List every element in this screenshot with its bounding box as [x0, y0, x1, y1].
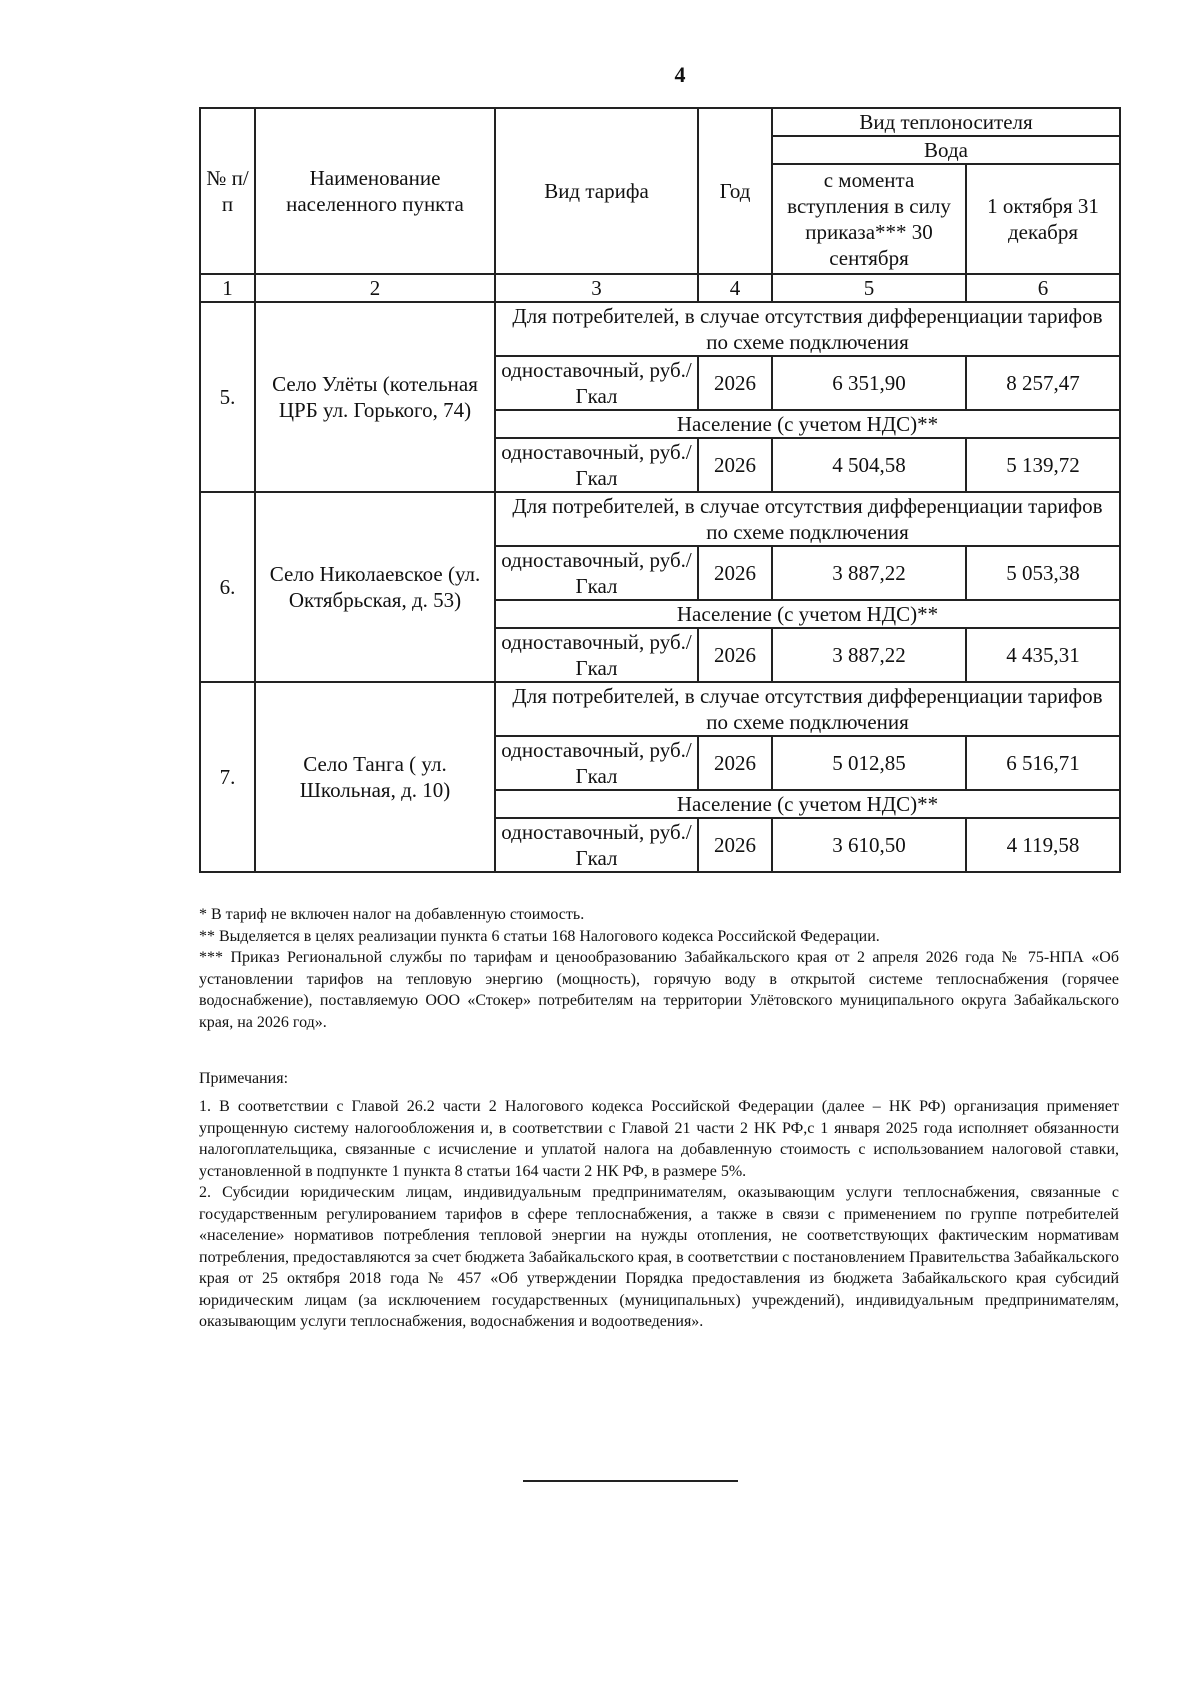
tariff-value-period-1: 3 887,22	[772, 546, 966, 600]
header-tariff-type: Вид тарифа	[495, 108, 698, 274]
header-period-2: 1 октября 31 декабря	[966, 164, 1120, 274]
rate-type: одноставочный, руб./Гкал	[495, 438, 698, 492]
footnote: *** Приказ Региональной службы по тарифам и ценообразованию Забайкальского края от 2 апреля 2026 года № 75-НПА «Об установлении тарифов на тепловую энергию (мощность), горячую воду в открытой системе теплоснабжения (горячее водоснабжение), поставляемую ООО «Стокер» потребителям на территории Улётовского муниципального округа Забайкальского края, на 2026 год».	[199, 949, 1119, 1031]
consumer-group-label: Для потребителей, в случае отсутствия дифференциации тарифов по схеме подключения	[495, 682, 1120, 736]
year-cell: 2026	[698, 628, 772, 682]
year-cell: 2026	[698, 546, 772, 600]
tariff-value-period-2: 4 119,58	[966, 818, 1120, 872]
column-index: 5	[772, 274, 966, 302]
header-carrier: Вид теплоносителя	[772, 108, 1120, 136]
settlement-name: Село Николаевское (ул. Октябрьская, д. 53)	[255, 492, 495, 682]
tariff-value-period-1: 6 351,90	[772, 356, 966, 410]
year-cell: 2026	[698, 736, 772, 790]
tariff-value-period-1: 3 610,50	[772, 818, 966, 872]
row-number: 5.	[200, 302, 255, 492]
year-cell: 2026	[698, 356, 772, 410]
header-settlement: Наименование населенного пункта	[255, 108, 495, 274]
tariff-value-period-2: 5 053,38	[966, 546, 1120, 600]
header-water: Вода	[772, 136, 1120, 164]
header-year: Год	[698, 108, 772, 274]
rate-type: одноставочный, руб./Гкал	[495, 628, 698, 682]
page-number: 4	[674, 62, 686, 87]
population-label: Население (с учетом НДС)**	[495, 600, 1120, 628]
tariff-value-period-2: 4 435,31	[966, 628, 1120, 682]
footnotes	[199, 904, 1119, 1033]
consumer-group-label: Для потребителей, в случае отсутствия дифференциации тарифов по схеме подключения	[495, 492, 1120, 546]
column-index: 2	[255, 274, 495, 302]
header-num: № п/п	[200, 108, 255, 274]
column-index: 1	[200, 274, 255, 302]
settlement-name: Село Улёты (котельная ЦРБ ул. Горького, 74)	[255, 302, 495, 492]
rate-type: одноставочный, руб./Гкал	[495, 736, 698, 790]
population-label: Население (с учетом НДС)**	[495, 410, 1120, 438]
tariff-value-period-1: 3 887,22	[772, 628, 966, 682]
tariff-value-period-1: 4 504,58	[772, 438, 966, 492]
remark-paragraph: 2. Субсидии юридическим лицам, индивидуальным предпринимателям, оказывающим услуги теплоснабжения, связанные с государственным регулированием тарифов в сфере теплоснабжения, а также в связи с применением по группе потребителей «население» нормативов потребления тепловой энергии на нужды отопления, не соответствующих фактическим нормативам потребления, предоставляются за счет бюджета Забайкальского края, в соответствии с постановлением Правительства Забайкальского края от 25 октября 2018 года № 457 «Об утверждении Порядка предоставления из бюджета Забайкальского края субсидий юридическим лицам (за исключением государственных (муниципальных) учреждений), индивидуальным предпринимателям, оказывающим услуги теплоснабжения, водоснабжения и водоотведения».	[199, 1184, 1119, 1330]
consumer-group-label: Для потребителей, в случае отсутствия дифференциации тарифов по схеме подключения	[495, 302, 1120, 356]
year-cell: 2026	[698, 438, 772, 492]
column-index: 3	[495, 274, 698, 302]
tariff-value-period-2: 5 139,72	[966, 438, 1120, 492]
header-period-1: с момента вступления в силу приказа*** 30 сентября	[772, 164, 966, 274]
column-index: 6	[966, 274, 1120, 302]
tariff-value-period-2: 8 257,47	[966, 356, 1120, 410]
footnote: ** Выделяется в целях реализации пункта 6 статьи 168 Налогового кодекса Российской Федерации.	[199, 927, 880, 945]
tariff-value-period-2: 6 516,71	[966, 736, 1120, 790]
remarks	[199, 1096, 1119, 1333]
tariff-table	[199, 107, 1121, 873]
footnote: * В тариф не включен налог на добавленную стоимость.	[199, 906, 585, 923]
rate-type: одноставочный, руб./Гкал	[495, 546, 698, 600]
row-number: 6.	[200, 492, 255, 682]
settlement-name: Село Танга ( ул. Школьная, д. 10)	[255, 682, 495, 872]
rate-type: одноставочный, руб./Гкал	[495, 818, 698, 872]
remark-paragraph: 1. В соответствии с Главой 26.2 части 2 Налогового кодекса Российской Федерации (далее – НК РФ) организация применяет упрощенную систему налогообложения и, в соответствии с Главой 21 части 2 НК РФ,с 1 января 2025 года исполняет обязанности налогоплательщика, связанные с исчисление и уплатой налога на добавленную стоимость с использованием налоговой ставки, установленной в подпункте 1 пункта 8 статьи 164 части 2 НК РФ, в размере 5%.	[199, 1098, 1119, 1180]
population-label: Население (с учетом НДС)**	[495, 790, 1120, 818]
end-divider	[523, 1480, 738, 1482]
row-number: 7.	[200, 682, 255, 872]
year-cell: 2026	[698, 818, 772, 872]
remarks-title: Примечания:	[199, 1070, 289, 1087]
rate-type: одноставочный, руб./Гкал	[495, 356, 698, 410]
tariff-value-period-1: 5 012,85	[772, 736, 966, 790]
column-index: 4	[698, 274, 772, 302]
